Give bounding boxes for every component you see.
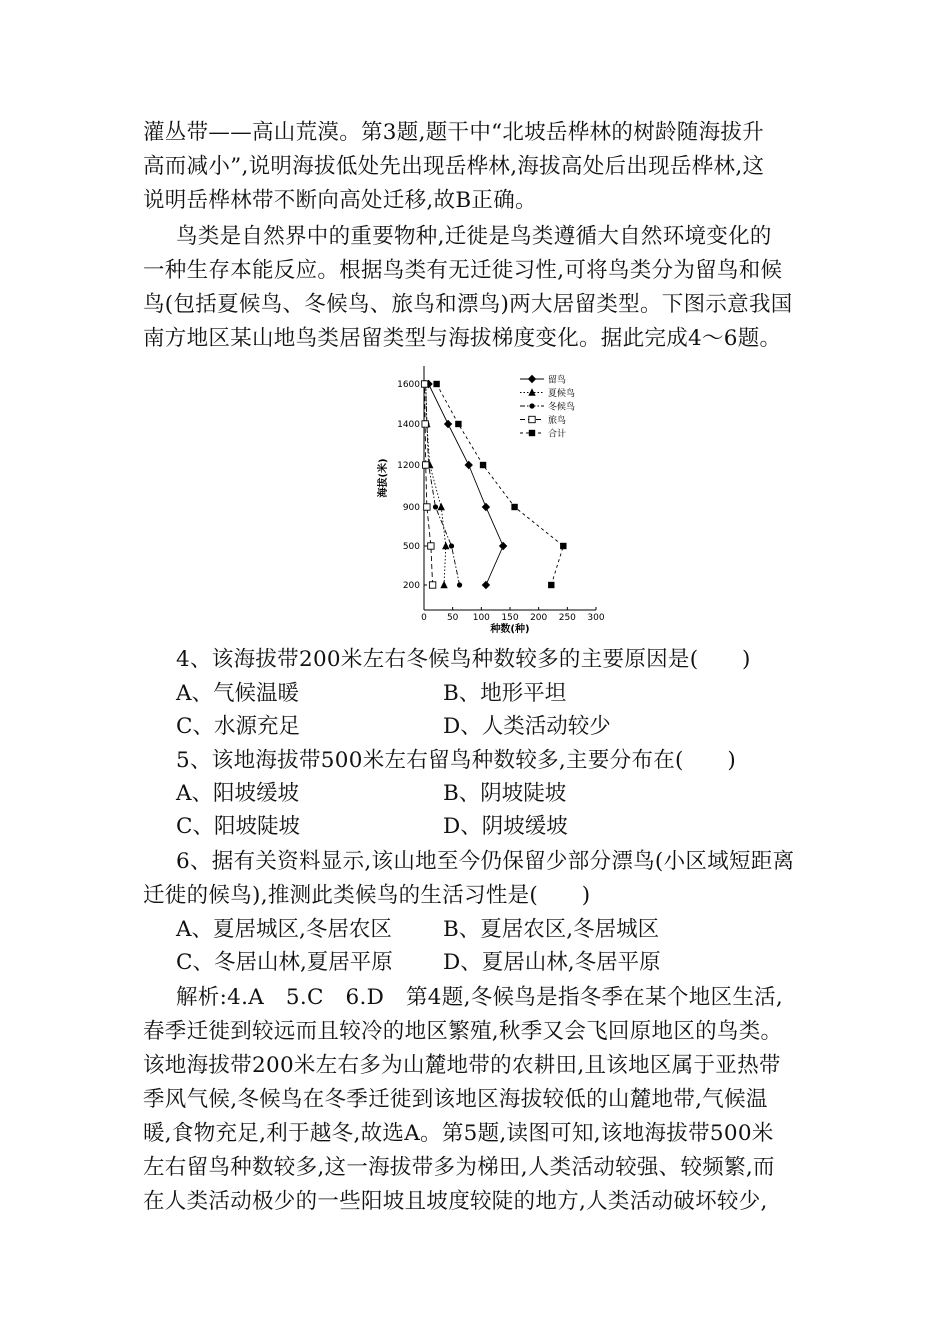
point-marker [560,543,566,549]
point-marker [440,581,447,588]
option-d: D、人类活动较少 [443,714,611,739]
text-line: 解析:4.A 5.C 6.D 第4题,冬候鸟是指冬季在某个地区生活, [176,985,784,1010]
legend-label: 留鸟 [548,375,567,386]
option-a: A、阳坡缓坡 [176,781,300,806]
point-marker [528,388,535,395]
series-留鸟 [424,380,507,589]
x-tick-label: 0 [421,613,427,623]
point-marker [457,582,462,587]
option-c: C、冬居山林,夏居平原 [176,950,393,975]
point-marker [421,381,427,387]
x-tick-label: 300 [587,613,605,623]
option-a: A、气候温暖 [176,681,300,706]
legend-label: 合计 [548,429,567,440]
text-line: 该地海拔带200米左右多为山麓地带的农耕田,且该地区属于亚热带 [143,1053,781,1078]
x-tick-label: 150 [501,613,519,623]
x-tick-label: 250 [558,613,576,623]
point-marker [480,462,486,468]
y-tick-label: 200 [402,581,420,591]
point-marker [548,582,554,588]
text-line: 鸟(包括夏候鸟、冬候鸟、旅鸟和漂鸟)两大居留类型。下图示意我国 [143,292,793,317]
option-d: D、阴坡缓坡 [443,814,568,839]
question-text: 5、该地海拔带500米左右留鸟种数较多,主要分布在( ) [176,748,737,773]
y-tick-label: 900 [402,503,420,513]
point-marker [449,543,454,548]
legend-label: 夏候鸟 [548,389,576,399]
point-marker [465,461,473,469]
option-c: C、阳坡陡坡 [176,814,300,839]
y-tick-label: 1400 [397,420,420,430]
point-marker [455,421,461,427]
point-marker [433,504,438,509]
chart-series [421,380,566,589]
series-line [426,384,446,585]
text-line: 高而减小”,说明海拔低处先出现岳桦林,海拔高处后出现岳桦林,这 [143,154,765,179]
point-marker [444,420,452,428]
text-line: 春季迁徙到较远而且较冷的地区繁殖,秋季又会飞回原地区的鸟类。 [143,1019,783,1044]
text-line: 季风气候,冬候鸟在冬季迁徙到该地区海拔较低的山麓地带,气候温 [143,1087,768,1112]
chart-legend [520,374,575,440]
text-line: 暖,食物充足,利于越冬,故选A。第5题,读图可知,该地海拔带500米 [143,1121,774,1146]
text-line: 一种生存本能反应。根据鸟类有无迁徙习性,可将鸟类分为留鸟和候 [143,258,783,283]
text-line: 左右留鸟种数较多,这一海拔带多为梯田,人类活动较强、较频繁,而 [143,1155,775,1180]
series-line [429,384,504,585]
y-tick-label: 500 [402,542,420,552]
text-line: 鸟类是自然界中的重要物种,迁徙是鸟类遵循大自然环境变化的 [176,224,772,249]
x-tick-label: 200 [530,613,548,623]
question-text: 6、据有关资料显示,该山地至今仍保留少部分漂鸟(小区域短距离 [176,849,795,874]
x-axis-label: 种数(种) [490,624,530,635]
point-marker [422,421,428,427]
point-marker [528,375,536,383]
y-tick-label: 1200 [397,461,420,471]
option-c: C、水源充足 [176,714,300,739]
bird-altitude-chart [370,360,620,640]
point-marker [423,462,429,468]
option-b: B、夏居农区,冬居城区 [443,917,660,942]
question-text: 4、该海拔带200米左右冬候鸟种数较多的主要原因是( ) [176,647,751,672]
option-d: D、夏居山林,冬居平原 [443,950,661,975]
point-marker [429,582,435,588]
point-marker [499,542,507,550]
point-marker [438,503,445,510]
point-marker [482,503,490,511]
text-line: 南方地区某山地鸟类居留类型与海拔梯度变化。据此完成4～6题。 [143,326,782,351]
question-text: 迁徙的候鸟),推测此类候鸟的生活习性是( ) [143,883,591,908]
y-tick-label: 1600 [397,380,420,390]
option-b: B、阴坡陡坡 [443,781,567,806]
series-line [425,384,433,585]
series-line [437,384,567,585]
x-tick-label: 50 [446,613,459,623]
text-line: 说明岳桦林带不断向高处迁移,故B正确。 [143,188,537,213]
point-marker [424,504,430,510]
point-marker [529,403,534,408]
point-marker [428,543,434,549]
point-marker [433,381,439,387]
y-axis-label: 海拔(米) [378,458,389,498]
series-line [426,384,460,585]
option-a: A、夏居城区,冬居农区 [176,917,392,942]
text-line: 灌丛带——高山荒漠。第3题,题干中“北坡岳桦林的树龄随海拔升 [143,120,765,145]
option-b: B、地形平坦 [443,681,567,706]
point-marker [529,430,535,436]
legend-label: 冬候鸟 [548,402,576,413]
legend-label: 旅鸟 [548,416,567,426]
text-line: 在人类活动极少的一些阳坡且坡度较陡的地方,人类活动破坏较少, [143,1189,768,1214]
point-marker [482,581,490,589]
point-marker [442,542,449,549]
point-marker [529,416,535,422]
x-tick-label: 100 [472,613,490,623]
point-marker [511,504,517,510]
